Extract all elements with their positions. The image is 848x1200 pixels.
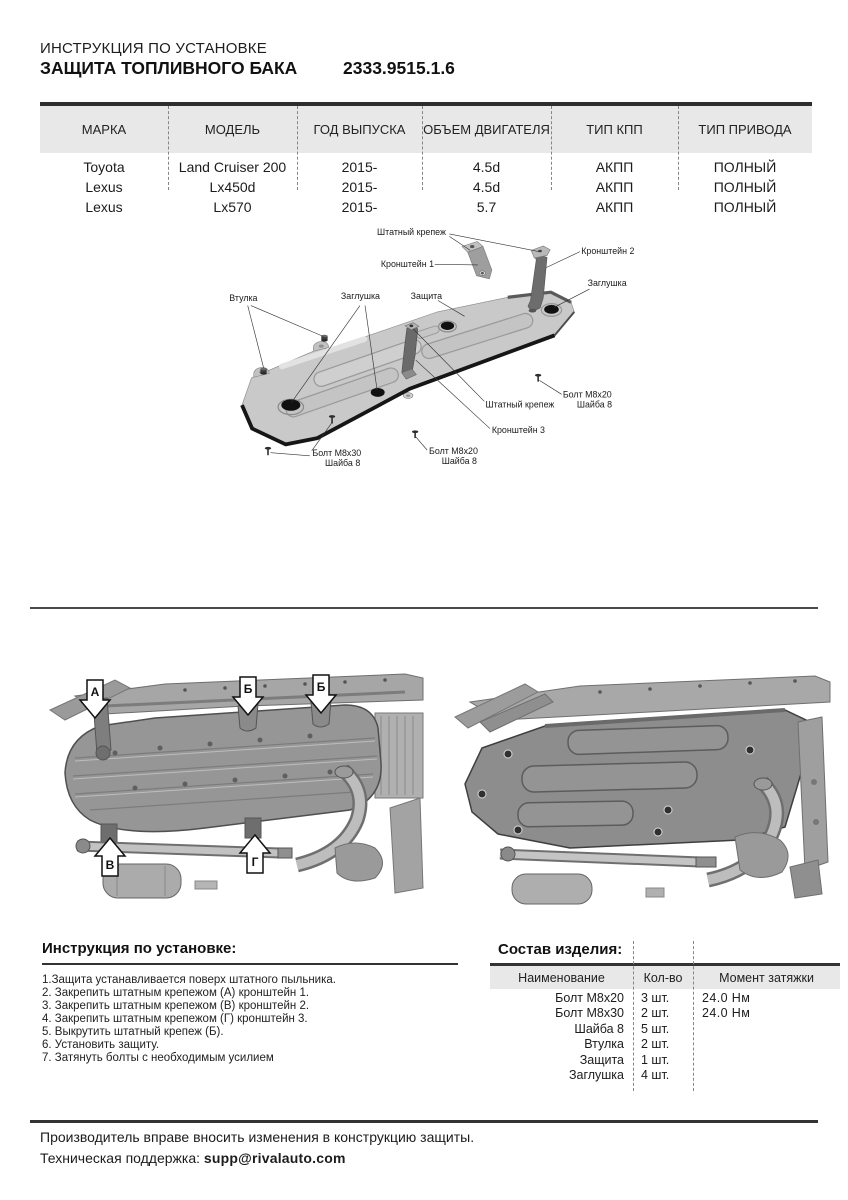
support-label: Техническая поддержка:	[40, 1150, 204, 1166]
part-torque: 24.0 Нм	[702, 990, 751, 1005]
table-row	[40, 177, 812, 197]
support-email: supp@rivalauto.com	[203, 1150, 346, 1166]
footer-rule	[30, 1120, 818, 1123]
photo-underbody-stock	[45, 658, 430, 903]
part-torque: 24.0 Нм	[702, 1006, 751, 1021]
bolt-m8x30-icon	[265, 447, 271, 455]
column-divider	[551, 106, 552, 190]
svg-text:Б: Б	[316, 680, 326, 694]
composition-rows	[490, 990, 840, 1083]
cell-model: Lx570	[213, 199, 252, 215]
installed-plate	[465, 710, 806, 848]
bolt-m8x20-icon	[535, 374, 541, 382]
instructions-title: Инструкция по установке:	[42, 940, 237, 957]
cell-brand: Toyota	[83, 159, 125, 175]
label-washer-bottom: Шайба 8	[441, 456, 477, 467]
col-header-torque: Момент затяжки	[719, 970, 814, 985]
composition-header	[490, 966, 840, 989]
column-divider	[678, 106, 679, 190]
part-name: Шайба 8	[574, 1021, 624, 1036]
part-qty: 5 шт.	[641, 1021, 670, 1036]
instruction-item: 7. Затянуть болты с необходимым усилием	[42, 1052, 274, 1064]
part-name: Болт М8х30	[555, 1006, 624, 1021]
part-name: Заглушка	[568, 1068, 624, 1083]
side-frame	[798, 717, 828, 870]
instructions-rule	[42, 963, 458, 965]
part-qty: 3 шт.	[641, 990, 670, 1005]
part-qty: 2 шт.	[641, 1037, 670, 1052]
part-qty: 2 шт.	[641, 1006, 670, 1021]
cell-brand: Lexus	[85, 179, 123, 195]
col-header-qty: Кол-во	[643, 970, 683, 985]
photo-underbody-installed	[450, 662, 835, 905]
composition-row	[490, 990, 840, 1006]
col-header-year: ГОД ВЫПУСКА	[313, 121, 406, 137]
label-plug-mid: Заглушка	[340, 291, 380, 302]
instruction-item: 1.Защита устанавливается поверх штатного пыльника.	[42, 974, 336, 986]
fuel-tank	[65, 705, 381, 832]
section-divider	[30, 607, 818, 609]
column-divider	[693, 941, 694, 1091]
instructions-list	[42, 974, 472, 1065]
col-header-model: МОДЕЛЬ	[204, 121, 261, 137]
col-header-marka: МАРКА	[81, 121, 127, 137]
bolt-m8x20-icon	[412, 430, 418, 438]
part-name: Болт М8х20	[555, 990, 624, 1005]
heat-shield	[375, 713, 423, 798]
cell-model: Lx450d	[209, 179, 256, 195]
composition-row	[490, 1068, 840, 1084]
part-qty: 4 шт.	[641, 1068, 670, 1083]
cell-year: 2015-	[341, 159, 378, 175]
cell-year: 2015-	[341, 199, 378, 215]
part-name: Втулка	[584, 1037, 624, 1052]
part-torque	[693, 1052, 840, 1068]
cell-brand: Lexus	[85, 199, 123, 215]
composition-row	[490, 1021, 840, 1037]
col-header-name: Наименование	[518, 970, 605, 985]
column-divider	[422, 106, 423, 190]
composition-row	[490, 1052, 840, 1068]
cell-drive: ПОЛНЫЙ	[713, 179, 777, 195]
cell-drive: ПОЛНЫЙ	[713, 199, 777, 215]
instruction-item: 4. Закрепить штатным крепежом (Г) кронштейн 3.	[42, 1013, 308, 1025]
part-torque	[693, 1068, 840, 1084]
part-torque	[693, 1021, 840, 1037]
instruction-item: 6. Установить защиту.	[42, 1039, 160, 1051]
label-bracket-2: Кронштейн 2	[581, 246, 635, 257]
part-name: Защита	[579, 1052, 624, 1067]
col-header-engine: ОБЪЕМ ДВИГАТЕЛЯ	[423, 121, 550, 137]
muffler	[512, 874, 592, 904]
label-bushing: Втулка	[229, 293, 258, 304]
cell-engine: 5.7	[476, 199, 497, 215]
label-plug-right: Заглушка	[587, 277, 627, 288]
label-bolt-m8x20-bottom: Болт М8х20	[429, 445, 478, 456]
cell-gearbox: АКПП	[595, 179, 634, 195]
cell-engine: 4.5d	[472, 159, 501, 175]
column-divider	[168, 106, 169, 190]
label-bolt-m8x20-right: Болт М8х20	[562, 389, 612, 400]
product-name: ЗАЩИТА ТОПЛИВНОГО БАКА	[40, 58, 298, 78]
footer-support	[40, 1150, 346, 1166]
table-row	[40, 157, 812, 177]
composition-row	[490, 1006, 840, 1022]
col-header-drive: ТИП ПРИВОДА	[698, 121, 792, 137]
svg-text:В: В	[105, 858, 115, 872]
footer-notice: Производитель вправе вносить изменения в конструкцию защиты.	[40, 1129, 475, 1145]
label-protection: Защита	[410, 291, 443, 302]
table-row	[40, 197, 812, 217]
cell-drive: ПОЛНЫЙ	[713, 159, 777, 175]
cell-engine: 4.5d	[472, 179, 501, 195]
document-title: ИНСТРУКЦИЯ ПО УСТАНОВКЕ	[40, 40, 267, 57]
label-bracket-3: Кронштейн 3	[491, 425, 545, 435]
label-factory-fastener-2: Штатный крепеж	[485, 399, 555, 410]
cell-year: 2015-	[341, 179, 378, 195]
instruction-item: 5. Выкрутить штатный крепеж (Б).	[42, 1026, 224, 1038]
svg-text:Б: Б	[243, 682, 253, 696]
label-bracket-1: Кронштейн 1	[380, 258, 435, 269]
exploded-diagram	[0, 225, 848, 615]
bushing-icon	[260, 368, 266, 375]
cell-gearbox: АКПП	[595, 199, 634, 215]
column-divider	[633, 941, 634, 1091]
instruction-item: 2. Закрепить штатным крепежом (А) кронштейн 1.	[42, 987, 310, 999]
cell-model: Land Cruiser 200	[178, 159, 287, 175]
column-divider	[297, 106, 298, 190]
part-torque	[693, 1037, 840, 1053]
vehicle-table-header	[40, 106, 812, 153]
composition-title: Состав изделия:	[498, 941, 623, 958]
vehicle-table	[40, 102, 812, 217]
bracket-1	[462, 241, 492, 278]
composition-row	[490, 1037, 840, 1053]
label-bolt-m8x30: Болт М8х30	[312, 447, 362, 458]
stabilizer-bar	[500, 847, 716, 867]
svg-text:А: А	[90, 685, 100, 699]
label-washer-right: Шайба 8	[576, 399, 613, 410]
col-header-gearbox: ТИП КПП	[586, 121, 643, 137]
cell-gearbox: АКПП	[595, 159, 634, 175]
part-qty: 1 шт.	[641, 1052, 670, 1067]
svg-text:Г: Г	[251, 855, 259, 869]
part-number: 2333.9515.1.6	[343, 58, 455, 78]
label-factory-fastener: Штатный крепеж	[377, 227, 446, 238]
label-washer-m8x30: Шайба 8	[325, 457, 361, 468]
instruction-item: 3. Закрепить штатным крепежом (В) кронштейн 2.	[42, 1000, 310, 1012]
